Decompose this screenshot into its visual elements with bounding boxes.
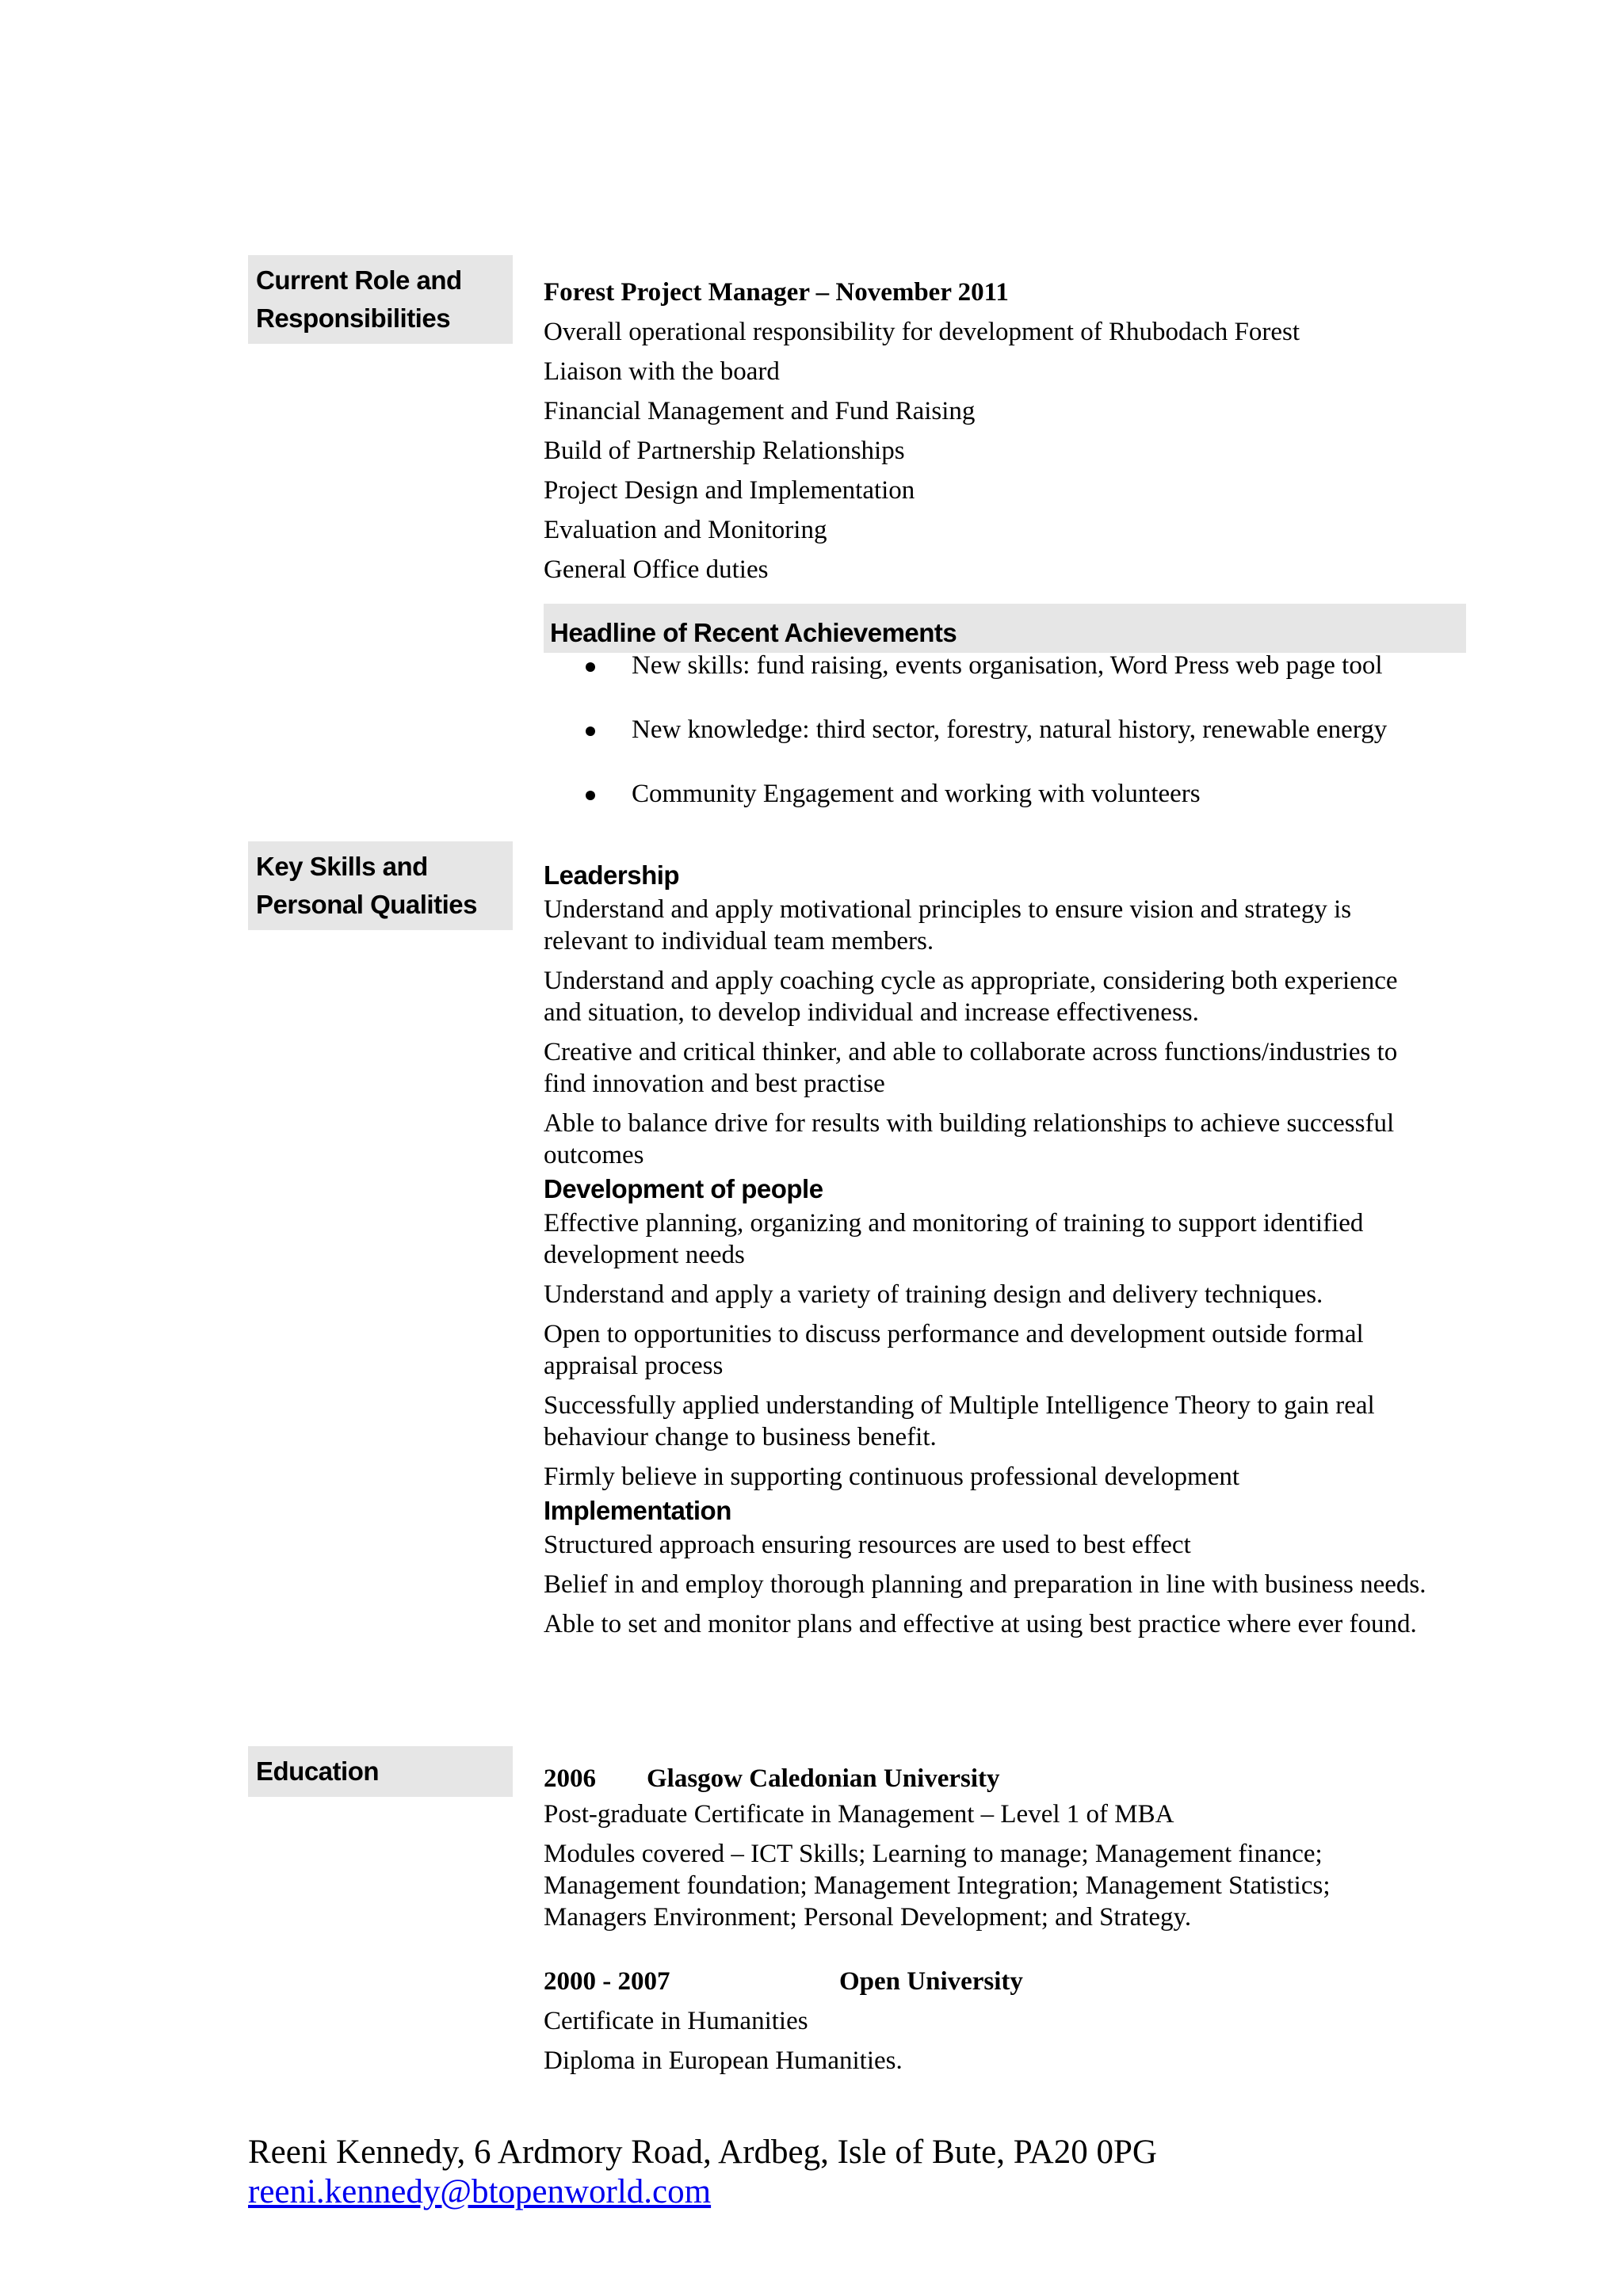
education-content <box>544 1759 1439 2081</box>
achievement-item: New knowledge: third sector, forestry, natural history, renewable energy <box>544 711 1471 749</box>
skill-item: Able to set and monitor plans and effective at using best practice where ever found. <box>544 1610 1417 1638</box>
education-year: 2000 - 2007 <box>544 1967 670 1996</box>
education-qualification: Post-graduate Certificate in Management – Level 1 of MBA <box>544 1800 1174 1829</box>
label-line: Personal Qualities <box>256 890 477 919</box>
education-modules: Modules covered – ICT Skills; Learning to manage; Management finance; Management foundation; Management Integration; Management Statistics; Managers Environment; Personal Development; and Strategy. <box>544 1840 1331 1932</box>
achievements-block <box>544 604 1471 839</box>
duty-item: Evaluation and Monitoring <box>544 516 827 544</box>
education-year: 2006 <box>544 1764 596 1793</box>
skill-item: Understand and apply a variety of training design and delivery techniques. <box>544 1280 1323 1309</box>
job-title: Forest Project Manager – November 2011 <box>544 278 1009 307</box>
skill-item: Able to balance drive for results with building relationships to achieve successful outcomes <box>544 1109 1395 1169</box>
label-line: Current Role and <box>256 265 462 295</box>
label-line: Responsibilities <box>256 303 451 333</box>
duty-item: Build of Partnership Relationships <box>544 437 905 465</box>
skill-item: Belief in and employ thorough planning and preparation in line with business needs. <box>544 1570 1426 1599</box>
education-institution: Glasgow Caledonian University <box>647 1764 1000 1793</box>
achievements-list <box>544 646 1471 813</box>
education-qualification: Diploma in European Humanities. <box>544 2046 903 2075</box>
skill-item: Understand and apply motivational principles to ensure vision and strategy is relevant to individual team members. <box>544 895 1352 955</box>
current-role-content <box>544 273 1471 589</box>
key-skills-content <box>544 857 1439 1648</box>
footer-email-link[interactable]: reeni.kennedy@btopenworld.com <box>248 2173 712 2210</box>
footer <box>248 2133 1157 2212</box>
education-qualification: Certificate in Humanities <box>544 2007 808 2035</box>
section-label-key-skills <box>248 841 513 930</box>
implementation-heading: Implementation <box>544 1496 731 1525</box>
education-entry-heading <box>544 1759 1439 1798</box>
skill-item: Firmly believe in supporting continuous professional development <box>544 1463 1240 1491</box>
skill-item: Open to opportunities to discuss performance and development outside formal appraisal process <box>544 1320 1364 1380</box>
skill-item: Structured approach ensuring resources are used to best effect <box>544 1531 1191 1559</box>
achievement-item: Community Engagement and working with volunteers <box>544 775 1471 813</box>
development-heading: Development of people <box>544 1174 823 1203</box>
duty-item: General Office duties <box>544 555 769 584</box>
section-label-education <box>248 1746 513 1797</box>
duty-item: Overall operational responsibility for development of Rhubodach Forest <box>544 318 1300 346</box>
leadership-heading: Leadership <box>544 860 680 890</box>
duty-item: Financial Management and Fund Raising <box>544 397 976 425</box>
label-line: Education <box>256 1756 380 1786</box>
skill-item: Understand and apply coaching cycle as appropriate, considering both experience and situation, to develop individual and increase effectiveness. <box>544 967 1398 1027</box>
achievement-item: New skills: fund raising, events organisation, Word Press web page tool <box>544 646 1471 685</box>
label-line: Key Skills and <box>256 852 428 881</box>
footer-address: Reeni Kennedy, 6 Ardmory Road, Ardbeg, Isle of Bute, PA20 0PG <box>248 2134 1157 2171</box>
section-label-current-role <box>248 255 513 344</box>
skill-item: Creative and critical thinker, and able to collaborate across functions/industries to find innovation and best practise <box>544 1038 1398 1098</box>
skill-item: Successfully applied understanding of Multiple Intelligence Theory to gain real behaviour change to business benefit. <box>544 1391 1375 1451</box>
education-institution: Open University <box>839 1967 1023 1996</box>
skill-item: Effective planning, organizing and monitoring of training to support identified development needs <box>544 1209 1364 1269</box>
duty-item: Project Design and Implementation <box>544 476 915 505</box>
achievements-heading: Headline of Recent Achievements <box>544 604 1466 653</box>
duty-item: Liaison with the board <box>544 357 780 386</box>
education-entry-heading <box>544 1962 1439 2001</box>
